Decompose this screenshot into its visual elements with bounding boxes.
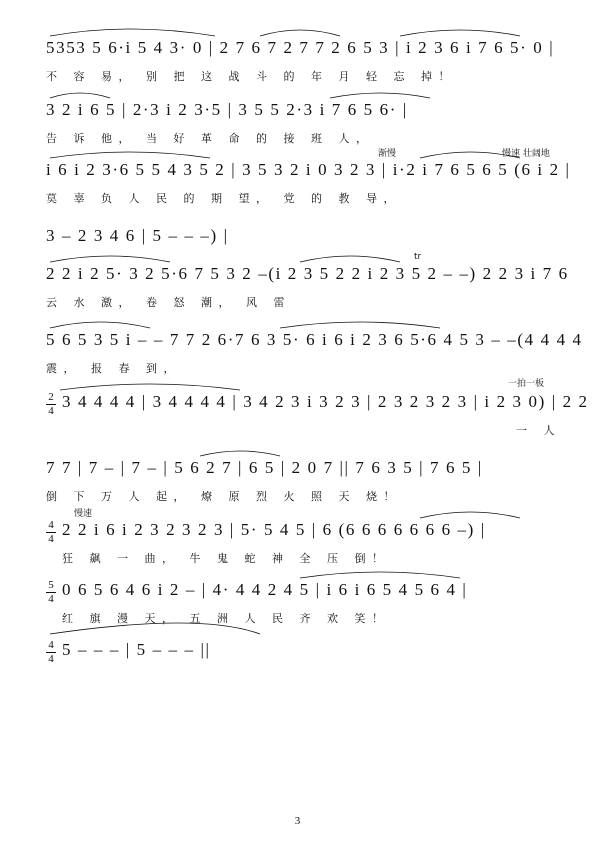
lyric-line: 红 旗 漫 天， 五 洲 人 民 齐 欢 笑！ [62, 612, 390, 625]
trill-mark: tr [414, 252, 422, 262]
lyric-line: 告 诉 他， 当 好 革 命 的 接 班 人， [46, 132, 374, 145]
notation-line: 5 6 5 3 5 i – – 7 7 2 6·7 6 3 5· 6 i 6 i 2 3 6 5·6 4 5 3 – –(4 4 4 4 [46, 330, 583, 349]
time-signature: 5 4 [46, 580, 56, 605]
notation-line: 3 4 4 4 4 | 3 4 4 4 4 | 3 4 2 3 i 3 2 3 | 2 3 2 3 2 3 | i 2 3 0) | 2 2 [62, 392, 589, 411]
page-number: 3 [294, 815, 301, 827]
time-signature: 2 4 [46, 392, 56, 417]
notation-line: 0 6 5 6 4 6 i 2 – | 4· 4 4 2 4 5 | i 6 i 6 5 4 5 6 4 | [62, 580, 468, 599]
lyric-line: 不 容 易， 别 把 这 战 斗 的 年 月 轻 忘 掉！ [46, 70, 456, 83]
lyric-line: 一 人 [516, 424, 561, 437]
notation-line: 5353 5 6·i 5 4 3· 0 | 2 7 6 7 2 7 7 2 6 5 3 | i 2 3 6 i 7 6 5· 0 | [46, 38, 555, 57]
tempo-mark: 渐慢 [378, 149, 397, 159]
lyric-line: 狂 飙 一 曲， 牛 鬼 蛇 神 全 压 倒！ [62, 552, 390, 565]
notation-line: 3 – 2 3 4 6 | 5 – – –) | [46, 226, 229, 245]
notation-line: 2 2 i 2 5· 3 2 5·6 7 5 3 2 –(i 2 3 5 2 2 i 2 3 5 2 – –) 2 2 3 i 7 6 [46, 264, 569, 283]
notation-line: 7 7 | 7 – | 7 – | 5 6 2 7 | 6 5 | 2 0 7 || 7 6 3 5 | 7 6 5 | [46, 458, 483, 477]
tempo-mark: 慢速 壮阔地 [502, 149, 550, 159]
tempo-mark: 慢速 [74, 509, 93, 519]
time-signature: 4 4 [46, 640, 56, 665]
notation-line: 5 – – – | 5 – – – || [62, 640, 211, 659]
lyric-line: 倒 下 万 人 起， 燎 原 烈 火 照 天 烧！ [46, 490, 401, 503]
notation-line: i 6 i 2 3·6 5 5 4 3 5 2 | 3 5 3 2 i 0 3 2 3 | i·2 i 7 6 5 6 5 (6 i 2 | [46, 160, 571, 179]
notation-line: 2 2 i 6 i 2 3 2 3 2 3 | 5· 5 4 5 | 6 (6 6 6 6 6 6 6 –) | [62, 520, 486, 539]
lyric-line: 云 水 激， 卷 怒 潮， 风 雷 [46, 296, 291, 309]
lyric-line: 莫 辜 负 人 民 的 期 望， 党 的 教 导， [46, 192, 401, 205]
time-signature: 4 4 [46, 520, 56, 545]
tempo-mark: 一拍一板 [508, 379, 545, 389]
lyric-line: 震， 报 春 到， [46, 362, 181, 375]
notation-line: 3 2 i 6 5 | 2·3 i 2 3·5 | 3 5 5 2·3 i 7 6 5 6· | [46, 100, 408, 119]
